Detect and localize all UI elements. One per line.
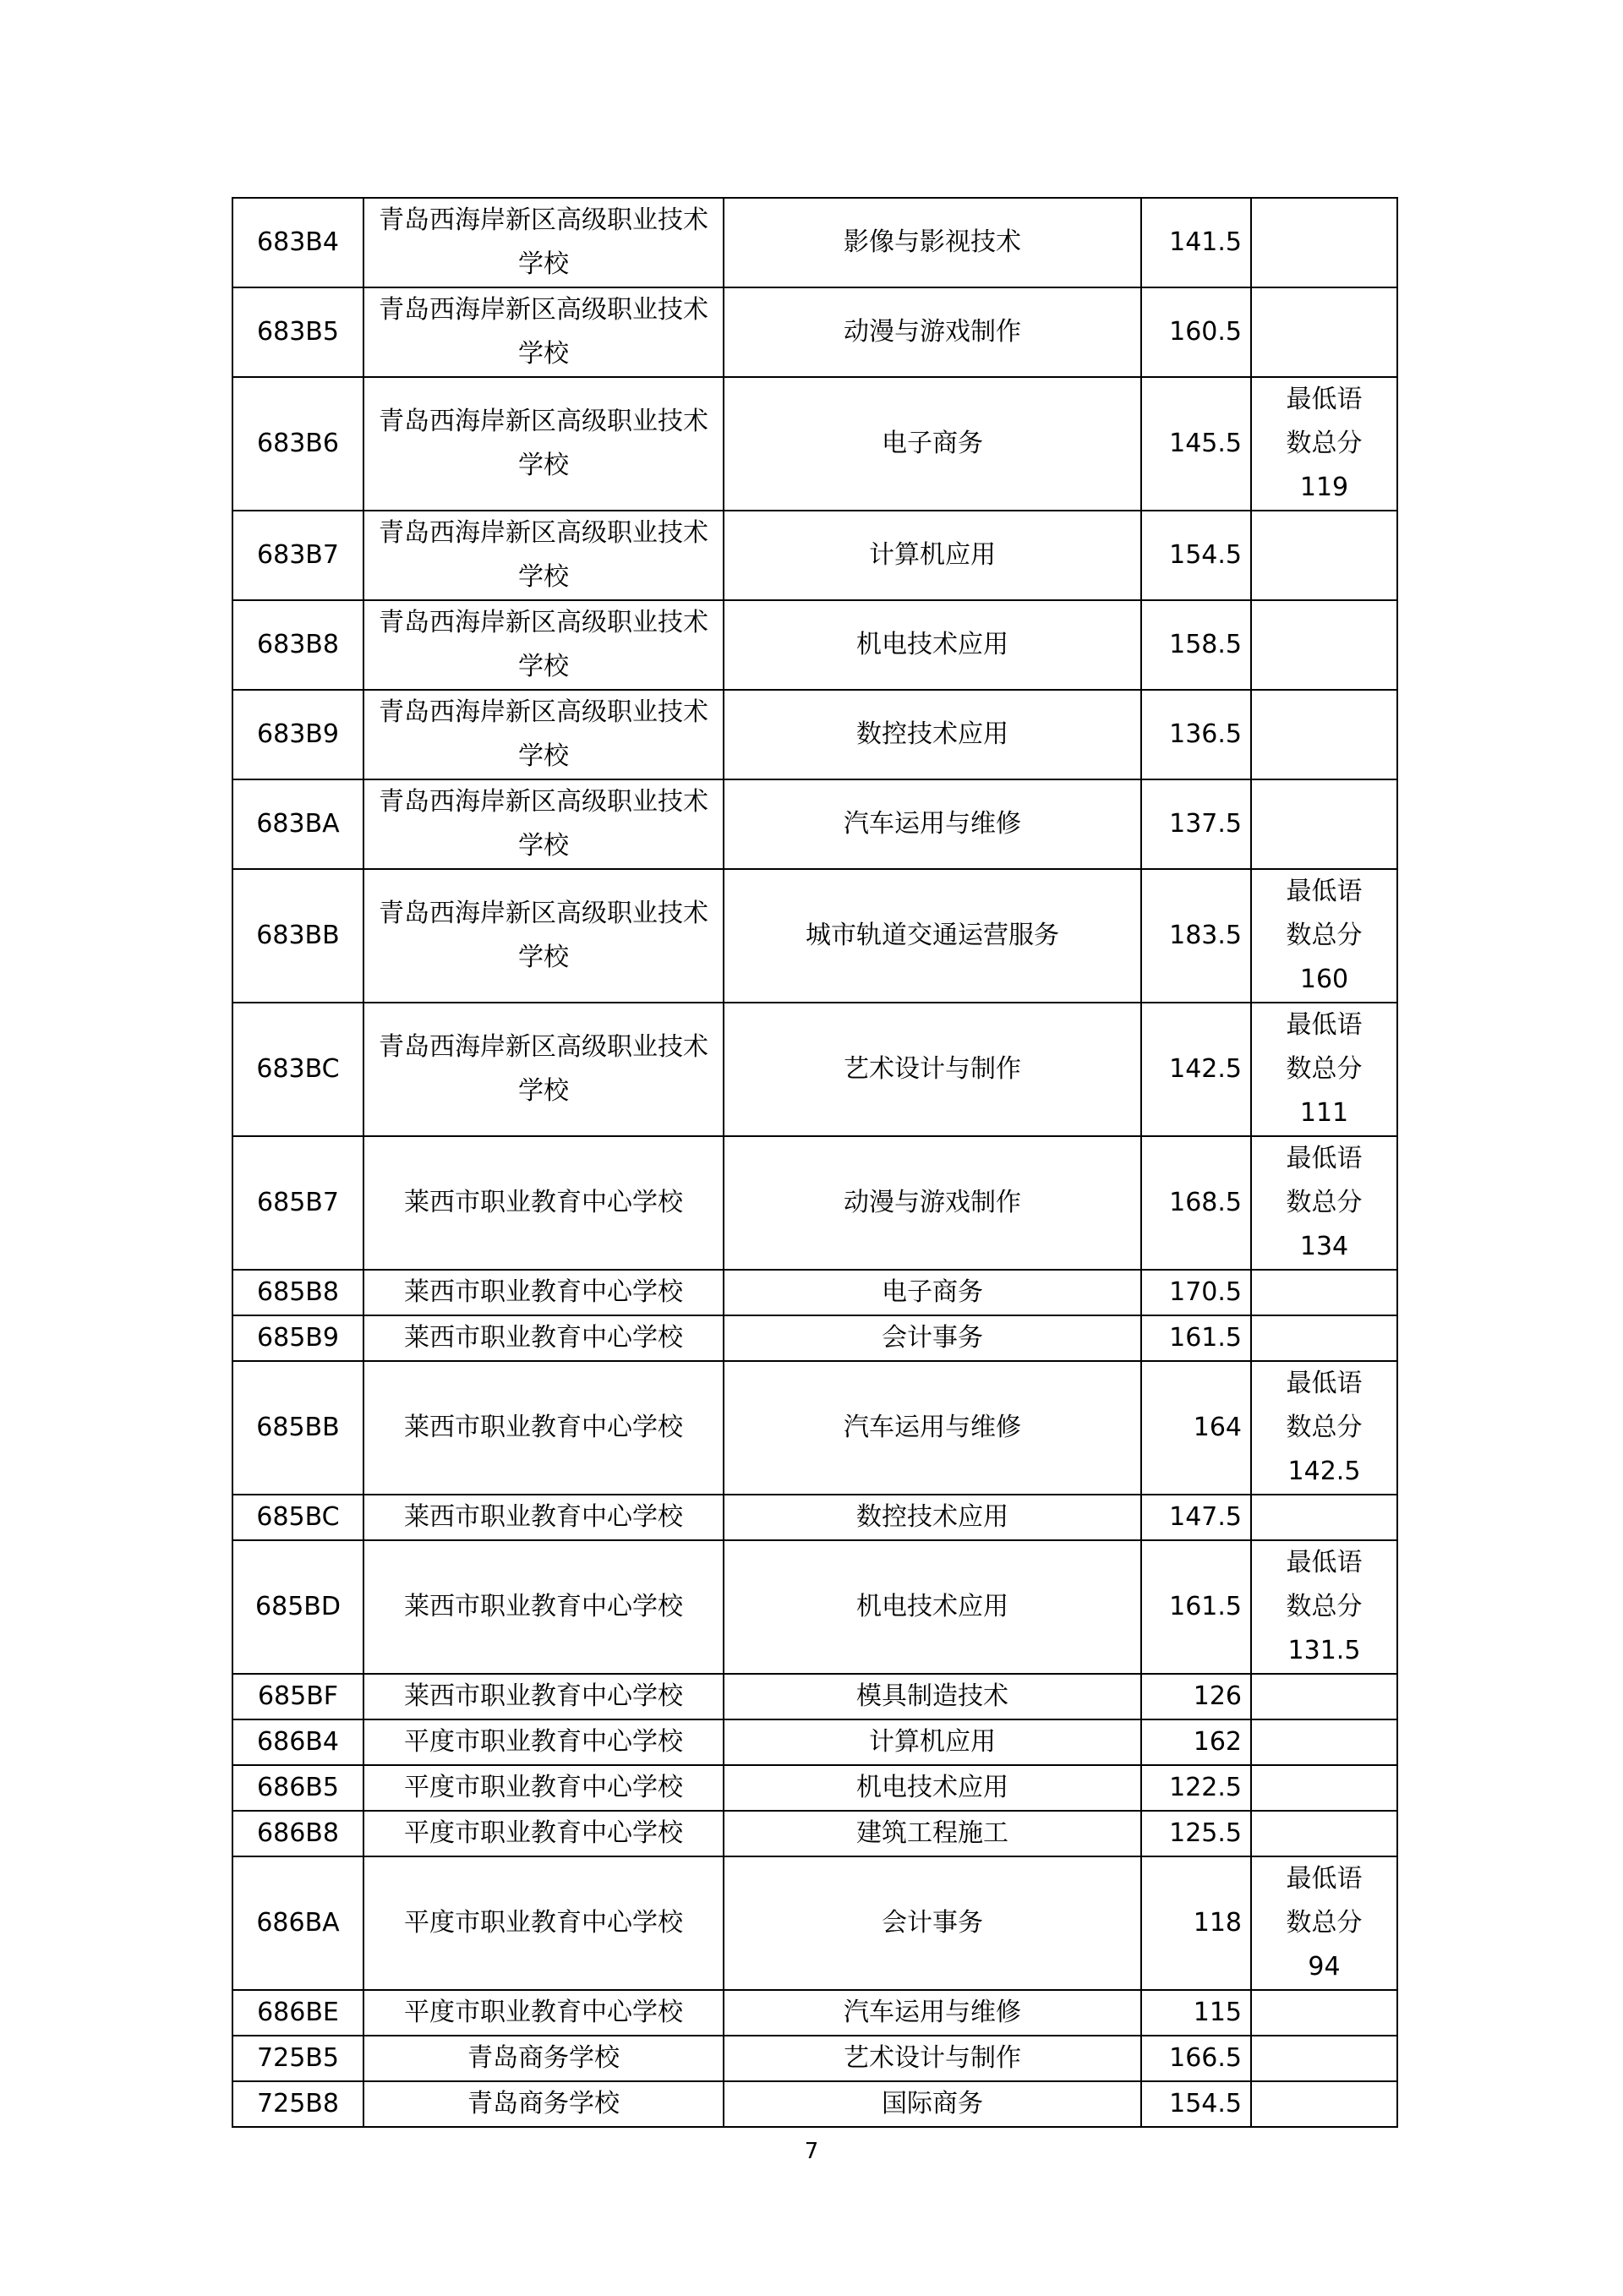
- score-cell: 158.5: [1141, 600, 1251, 690]
- school-cell: 莱西市职业教育中心学校: [363, 1674, 724, 1719]
- school-cell: 青岛西海岸新区高级职业技术学校: [363, 287, 724, 377]
- major-cell: 动漫与游戏制作: [724, 287, 1141, 377]
- score-cell: 170.5: [1141, 1270, 1251, 1315]
- school-cell: 青岛商务学校: [363, 2036, 724, 2081]
- code-cell: 685BB: [232, 1361, 363, 1495]
- code-cell: 683BB: [232, 869, 363, 1003]
- major-cell: 汽车运用与维修: [724, 1990, 1141, 2036]
- table-row: [232, 287, 1397, 377]
- major-cell: 机电技术应用: [724, 1765, 1141, 1811]
- major-cell: 影像与影视技术: [724, 198, 1141, 287]
- major-cell: 会计事务: [724, 1315, 1141, 1361]
- code-cell: 685B8: [232, 1270, 363, 1315]
- table-row: [232, 1811, 1397, 1856]
- school-cell: 青岛西海岸新区高级职业技术学校: [363, 1003, 724, 1136]
- major-cell: 机电技术应用: [724, 600, 1141, 690]
- note-cell: [1251, 2081, 1397, 2127]
- table-row: [232, 1540, 1397, 1674]
- code-cell: 683BA: [232, 779, 363, 869]
- table-row: [232, 1719, 1397, 1765]
- school-cell: 莱西市职业教育中心学校: [363, 1361, 724, 1495]
- code-cell: 683BC: [232, 1003, 363, 1136]
- school-cell: 莱西市职业教育中心学校: [363, 1540, 724, 1674]
- school-cell: 平度市职业教育中心学校: [363, 1990, 724, 2036]
- school-cell: 青岛西海岸新区高级职业技术学校: [363, 600, 724, 690]
- school-cell: 青岛商务学校: [363, 2081, 724, 2127]
- score-cell: 142.5: [1141, 1003, 1251, 1136]
- note-cell: [1251, 1719, 1397, 1765]
- table-row: [232, 511, 1397, 600]
- table-body: [232, 198, 1397, 2127]
- admission-score-table: [232, 197, 1398, 2128]
- table-row: [232, 1003, 1397, 1136]
- score-cell: 154.5: [1141, 2081, 1251, 2127]
- major-cell: 机电技术应用: [724, 1540, 1141, 1674]
- table-row: [232, 1765, 1397, 1811]
- note-cell: [1251, 1674, 1397, 1719]
- table-row: [232, 600, 1397, 690]
- score-cell: 164: [1141, 1361, 1251, 1495]
- table-row: [232, 198, 1397, 287]
- score-cell: 126: [1141, 1674, 1251, 1719]
- score-cell: 136.5: [1141, 690, 1251, 779]
- score-cell: 115: [1141, 1990, 1251, 2036]
- major-cell: 城市轨道交通运营服务: [724, 869, 1141, 1003]
- code-cell: 683B9: [232, 690, 363, 779]
- code-cell: 683B6: [232, 377, 363, 511]
- school-cell: 青岛西海岸新区高级职业技术学校: [363, 511, 724, 600]
- note-cell: 最低语 数总分 131.5: [1251, 1540, 1397, 1674]
- score-cell: 122.5: [1141, 1765, 1251, 1811]
- code-cell: 686B8: [232, 1811, 363, 1856]
- note-cell: [1251, 1270, 1397, 1315]
- major-cell: 电子商务: [724, 377, 1141, 511]
- major-cell: 艺术设计与制作: [724, 1003, 1141, 1136]
- note-cell: [1251, 1765, 1397, 1811]
- major-cell: 动漫与游戏制作: [724, 1136, 1141, 1270]
- score-cell: 166.5: [1141, 2036, 1251, 2081]
- school-cell: 青岛西海岸新区高级职业技术学校: [363, 377, 724, 511]
- code-cell: 683B4: [232, 198, 363, 287]
- page-number: 7: [804, 2139, 819, 2164]
- table-row: [232, 869, 1397, 1003]
- school-cell: 莱西市职业教育中心学校: [363, 1270, 724, 1315]
- major-cell: 汽车运用与维修: [724, 1361, 1141, 1495]
- school-cell: 青岛西海岸新区高级职业技术学校: [363, 690, 724, 779]
- note-cell: [1251, 1990, 1397, 2036]
- table-row: [232, 1495, 1397, 1540]
- score-cell: 160.5: [1141, 287, 1251, 377]
- score-cell: 141.5: [1141, 198, 1251, 287]
- score-cell: 137.5: [1141, 779, 1251, 869]
- note-cell: 最低语 数总分 119: [1251, 377, 1397, 511]
- table-row: [232, 1136, 1397, 1270]
- major-cell: 计算机应用: [724, 511, 1141, 600]
- note-cell: [1251, 1811, 1397, 1856]
- school-cell: 平度市职业教育中心学校: [363, 1811, 724, 1856]
- code-cell: 725B5: [232, 2036, 363, 2081]
- score-cell: 125.5: [1141, 1811, 1251, 1856]
- note-cell: [1251, 511, 1397, 600]
- score-cell: 168.5: [1141, 1136, 1251, 1270]
- note-cell: [1251, 1495, 1397, 1540]
- table-row: [232, 1315, 1397, 1361]
- table-row: [232, 2081, 1397, 2127]
- score-cell: 145.5: [1141, 377, 1251, 511]
- score-cell: 154.5: [1141, 511, 1251, 600]
- major-cell: 数控技术应用: [724, 1495, 1141, 1540]
- table-row: [232, 377, 1397, 511]
- major-cell: 电子商务: [724, 1270, 1141, 1315]
- code-cell: 683B5: [232, 287, 363, 377]
- code-cell: 686BE: [232, 1990, 363, 2036]
- school-cell: 平度市职业教育中心学校: [363, 1719, 724, 1765]
- table-row: [232, 1270, 1397, 1315]
- major-cell: 会计事务: [724, 1856, 1141, 1990]
- score-cell: 118: [1141, 1856, 1251, 1990]
- code-cell: 725B8: [232, 2081, 363, 2127]
- code-cell: 685BF: [232, 1674, 363, 1719]
- major-cell: 数控技术应用: [724, 690, 1141, 779]
- major-cell: 国际商务: [724, 2081, 1141, 2127]
- note-cell: 最低语 数总分 111: [1251, 1003, 1397, 1136]
- table-row: [232, 1361, 1397, 1495]
- major-cell: 建筑工程施工: [724, 1811, 1141, 1856]
- table-row: [232, 2036, 1397, 2081]
- score-cell: 162: [1141, 1719, 1251, 1765]
- major-cell: 汽车运用与维修: [724, 779, 1141, 869]
- school-cell: 平度市职业教育中心学校: [363, 1765, 724, 1811]
- major-cell: 艺术设计与制作: [724, 2036, 1141, 2081]
- code-cell: 685B9: [232, 1315, 363, 1361]
- major-cell: 模具制造技术: [724, 1674, 1141, 1719]
- code-cell: 685B7: [232, 1136, 363, 1270]
- school-cell: 莱西市职业教育中心学校: [363, 1315, 724, 1361]
- school-cell: 青岛西海岸新区高级职业技术学校: [363, 779, 724, 869]
- score-cell: 147.5: [1141, 1495, 1251, 1540]
- code-cell: 686B5: [232, 1765, 363, 1811]
- major-cell: 计算机应用: [724, 1719, 1141, 1765]
- table-row: [232, 1674, 1397, 1719]
- score-cell: 161.5: [1141, 1315, 1251, 1361]
- note-cell: [1251, 287, 1397, 377]
- school-cell: 青岛西海岸新区高级职业技术学校: [363, 869, 724, 1003]
- code-cell: 685BD: [232, 1540, 363, 1674]
- note-cell: 最低语 数总分 160: [1251, 869, 1397, 1003]
- code-cell: 683B8: [232, 600, 363, 690]
- note-cell: 最低语 数总分 142.5: [1251, 1361, 1397, 1495]
- school-cell: 莱西市职业教育中心学校: [363, 1495, 724, 1540]
- table-row: [232, 1990, 1397, 2036]
- note-cell: [1251, 779, 1397, 869]
- note-cell: [1251, 2036, 1397, 2081]
- score-cell: 161.5: [1141, 1540, 1251, 1674]
- code-cell: 685BC: [232, 1495, 363, 1540]
- note-cell: 最低语 数总分 134: [1251, 1136, 1397, 1270]
- school-cell: 平度市职业教育中心学校: [363, 1856, 724, 1990]
- note-cell: [1251, 1315, 1397, 1361]
- code-cell: 686B4: [232, 1719, 363, 1765]
- note-cell: [1251, 690, 1397, 779]
- note-cell: 最低语 数总分 94: [1251, 1856, 1397, 1990]
- school-cell: 莱西市职业教育中心学校: [363, 1136, 724, 1270]
- code-cell: 683B7: [232, 511, 363, 600]
- code-cell: 686BA: [232, 1856, 363, 1990]
- note-cell: [1251, 600, 1397, 690]
- table-row: [232, 779, 1397, 869]
- table-row: [232, 1856, 1397, 1990]
- table-row: [232, 690, 1397, 779]
- note-cell: [1251, 198, 1397, 287]
- score-cell: 183.5: [1141, 869, 1251, 1003]
- school-cell: 青岛西海岸新区高级职业技术学校: [363, 198, 724, 287]
